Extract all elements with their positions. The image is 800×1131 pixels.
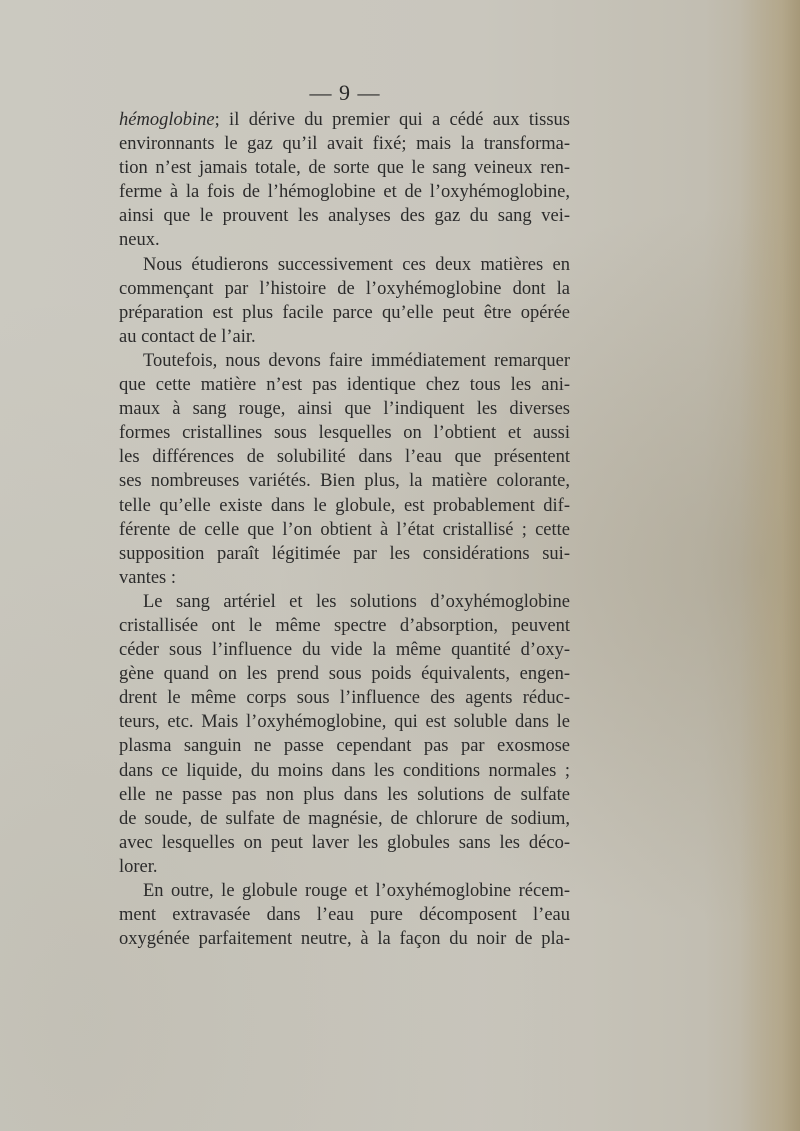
text-line: Toutefois, nous devons faire immédiatement remarquer bbox=[143, 350, 570, 371]
text-line: oxygénée parfaitement neutre, à la façon du noir de pla- bbox=[119, 929, 570, 950]
text-line: au contact de l’air. bbox=[119, 326, 256, 347]
text-line: telle qu’elle existe dans le globule, est probablement dif- bbox=[119, 495, 570, 516]
text-line: formes cristallines sous lesquelles on l’obtient et aussi bbox=[119, 423, 570, 444]
text-line: vantes : bbox=[119, 567, 177, 588]
body-text bbox=[119, 108, 570, 951]
text-line: plasma sanguin ne passe cependant pas par exosmose bbox=[119, 736, 570, 757]
text-line: de soude, de sulfate de magnésie, de chlorure de sodium, bbox=[119, 808, 570, 829]
text-line: préparation est plus facile parce qu’elle peut être opérée bbox=[119, 302, 570, 323]
text-line: férente de celle que l’on obtient à l’état cristallisé ; cette bbox=[119, 519, 570, 540]
italic-word: hémoglobine bbox=[119, 110, 215, 130]
text-line: environnants le gaz qu’il avait fixé; mais la transforma- bbox=[119, 134, 570, 155]
text-line: En outre, le globule rouge et l’oxyhémoglobine récem- bbox=[143, 881, 570, 901]
text-line: ferme à la fois de l’hémoglobine et de l’oxyhémoglobine, bbox=[119, 182, 570, 203]
text-line: ses nombreuses variétés. Bien plus, la matière colorante, bbox=[119, 471, 570, 492]
text-line bbox=[119, 108, 570, 132]
text-line: les différences de solubilité dans l’eau que présentent bbox=[119, 447, 570, 468]
text-line: que cette matière n’est pas identique chez tous les ani- bbox=[119, 375, 570, 396]
page-edge-shading bbox=[740, 0, 800, 1131]
text-line: dans ce liquide, du moins dans les conditions normales ; bbox=[119, 760, 570, 781]
text-line: Le sang artériel et les solutions d’oxyhémoglobine bbox=[143, 591, 570, 612]
text-line: commençant par l’histoire de l’oxyhémoglobine dont la bbox=[119, 278, 570, 299]
text-line: Nous étudierons successivement ces deux matières en bbox=[143, 254, 570, 275]
page-number: — 9 — bbox=[309, 80, 381, 105]
text-line: neux. bbox=[119, 230, 160, 251]
text-line: maux à sang rouge, ainsi que l’indiquent les diverses bbox=[119, 399, 570, 420]
text-line: teurs, etc. Mais l’oxyhémoglobine, qui est soluble dans le bbox=[119, 712, 570, 733]
text-line: drent le même corps sous l’influence des agents réduc- bbox=[119, 688, 570, 709]
text-line: tion n’est jamais totale, de sorte que le sang veineux ren- bbox=[119, 158, 570, 179]
text-line: gène quand on les prend sous poids équivalents, engen- bbox=[119, 664, 570, 685]
text-line: céder sous l’influence du vide la même quantité d’oxy- bbox=[119, 640, 570, 661]
text-line: supposition paraît légitimée par les considérations sui- bbox=[119, 543, 570, 564]
text-line-content: ; il dérive du premier qui a cédé aux tissus bbox=[214, 110, 570, 130]
text-line: ment extravasée dans l’eau pure décomposent l’eau bbox=[119, 905, 570, 926]
text-line: lorer. bbox=[119, 856, 158, 877]
text-line: ainsi que le prouvent les analyses des gaz du sang vei- bbox=[119, 206, 570, 227]
text-line: elle ne passe pas non plus dans les solutions de sulfate bbox=[119, 784, 570, 805]
text-line: avec lesquelles on peut laver les globules sans les déco- bbox=[119, 832, 570, 853]
text-line: cristallisée ont le même spectre d’absorption, peuvent bbox=[119, 615, 570, 636]
